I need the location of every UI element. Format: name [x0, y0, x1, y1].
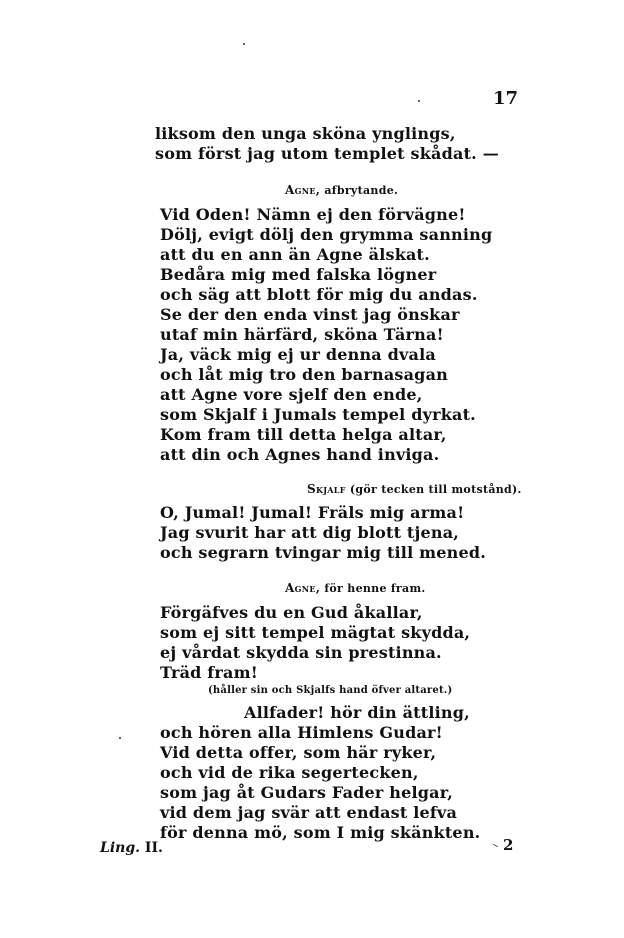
speck — [243, 43, 245, 45]
verse-line: Vid detta offer, som här ryker, — [160, 743, 437, 762]
verse-line: O, Jumal! Jumal! Fräls mig arma! — [160, 503, 465, 522]
verse-line: att du en ann än Agne älskat. — [160, 245, 430, 264]
speck — [119, 737, 121, 739]
verse-line: liksom den unga sköna ynglings, — [155, 124, 456, 143]
speaker-heading — [307, 482, 522, 496]
verse-line: Bedåra mig med falska lögner — [160, 265, 437, 284]
verse-line: Dölj, evigt dölj den grymma sanning — [160, 225, 493, 244]
verse-line: Kom fram till detta helga altar, — [160, 425, 447, 444]
verse-line: Ja, väck mig ej ur denna dvala — [160, 345, 436, 364]
verse-line: som jag åt Gudars Fader helgar, — [160, 783, 453, 802]
verse-line: att Agne vore sjelf den ende, — [160, 385, 423, 404]
speck — [418, 100, 420, 102]
verse-line: utaf min härfärd, sköna Tärna! — [160, 325, 444, 344]
verse-line: Träd fram! — [160, 663, 258, 682]
page-number: 17 — [493, 88, 519, 109]
speaker-heading — [285, 581, 426, 595]
verse-line: ej vårdat skydda sin prestinna. — [160, 643, 442, 662]
speaker-name: Agne, — [285, 581, 321, 595]
verse-line: Jag svurit har att dig blott tjena, — [160, 523, 460, 542]
speck — [493, 844, 498, 847]
speaker-direction: för henne fram. — [324, 582, 426, 595]
speaker-heading — [285, 183, 398, 197]
verse-line: och låt mig tro den barnasagan — [160, 365, 448, 384]
speaker-name: Skjalf — [307, 482, 346, 496]
verse-line: att din och Agnes hand inviga. — [160, 445, 440, 464]
volume-number: II. — [144, 840, 163, 856]
verse-line: och segrarn tvingar mig till mened. — [160, 543, 487, 562]
verse-line: som Skjalf i Jumals tempel dyrkat. — [160, 405, 476, 424]
verse-line: Vid Oden! Nämn ej den förvägne! — [160, 205, 466, 224]
signature-name: Ling. — [100, 840, 141, 856]
stage-direction: (håller sin och Skjalfs hand öfver altaret.) — [208, 685, 453, 696]
verse-line: Förgäfves du en Gud åkallar, — [160, 603, 423, 622]
verse-line: Se der den enda vinst jag önskar — [160, 305, 460, 324]
sheet-number: 2 — [503, 836, 514, 854]
verse-line: som ej sitt tempel mägtat skydda, — [160, 623, 471, 642]
speaker-direction: afbrytande. — [324, 184, 399, 197]
verse-line: för denna mö, som I mig skänkten. — [160, 823, 481, 842]
speaker-direction: (gör tecken till motstånd). — [349, 483, 522, 496]
verse-line: och säg att blott för mig du andas. — [160, 285, 478, 304]
verse-line: som först jag utom templet skådat. — — [155, 144, 499, 163]
verse-line: vid dem jag svär att endast lefva — [160, 803, 458, 822]
speaker-name: Agne, — [285, 183, 321, 197]
signature-mark — [100, 840, 163, 856]
verse-line: och vid de rika segertecken, — [160, 763, 419, 782]
verse-line: och hören alla Himlens Gudar! — [160, 723, 443, 742]
verse-line-indented: Allfader! hör din ättling, — [244, 703, 470, 722]
